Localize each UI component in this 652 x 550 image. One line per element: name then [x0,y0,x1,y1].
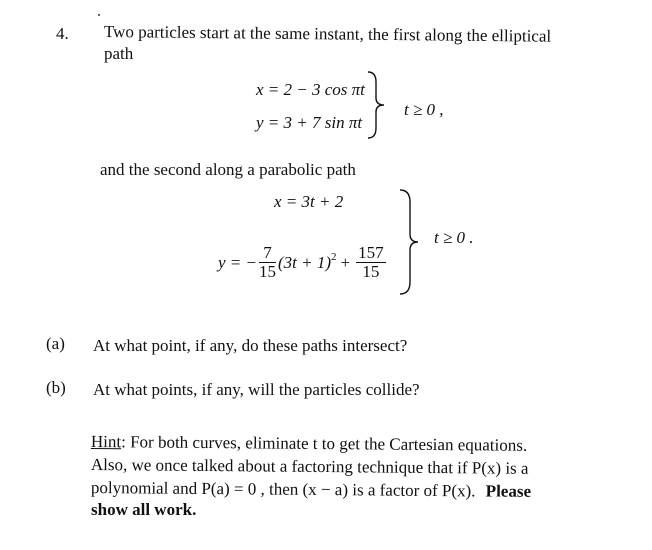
hint-show-all-work: show all work. [91,500,197,519]
parabola-plus: + [340,252,351,272]
parabola-x-equation: x = 3t + 2 [274,192,344,211]
part-a-question: At what point, if any, do these paths intersect? [93,336,408,355]
intro-line-2: path [104,44,134,63]
connector-text: and the second along a parabolic path [100,160,356,179]
part-b-question: At what points, if any, will the particles collide? [93,380,420,399]
hint-line-1-text: : For both curves, eliminate t to get the Cartesian equations. [121,432,528,455]
fraction-2-numerator: 157 [358,243,384,262]
speck-mark [98,14,100,16]
ellipse-condition: t ≥ 0 , [404,100,444,119]
fraction-2-denominator: 15 [362,262,380,281]
hint-line-3-text: polynomial and P(a) = 0 , then (x − a) is a factor of P(x). [90,478,476,501]
hint-line-2: Also, we once talked about a factoring technique that if P(x) is a [90,455,529,478]
fraction-7-15 [259,244,276,281]
hint-please: Please [485,481,532,501]
parabola-y-lhs: y = − [218,252,257,272]
problem-number: 4. [56,24,69,43]
ellipse-x-equation: x = 2 − 3 cos πt [256,80,365,99]
ellipse-brace [366,70,386,140]
fraction-157-15 [356,244,386,281]
hint-line-1 [91,432,527,456]
ellipse-y-equation: y = 3 + 7 sin πt [256,113,363,132]
parabola-exponent: 2 [331,250,337,263]
fraction-1-numerator: 7 [259,244,276,263]
parabola-y-equation [218,244,388,281]
hint-line-3 [91,478,531,502]
fraction-1-denominator: 15 [259,262,276,281]
parabola-y-mid: (3t + 1) [278,252,332,272]
part-b-label: (b) [46,378,66,397]
parabola-brace [398,188,420,296]
parabola-condition: t ≥ 0 . [434,228,474,247]
part-a-label: (a) [46,334,65,353]
intro-line-1: Two particles start at the same instant, the first along the elliptical [103,22,552,46]
hint-label: Hint [90,432,122,452]
